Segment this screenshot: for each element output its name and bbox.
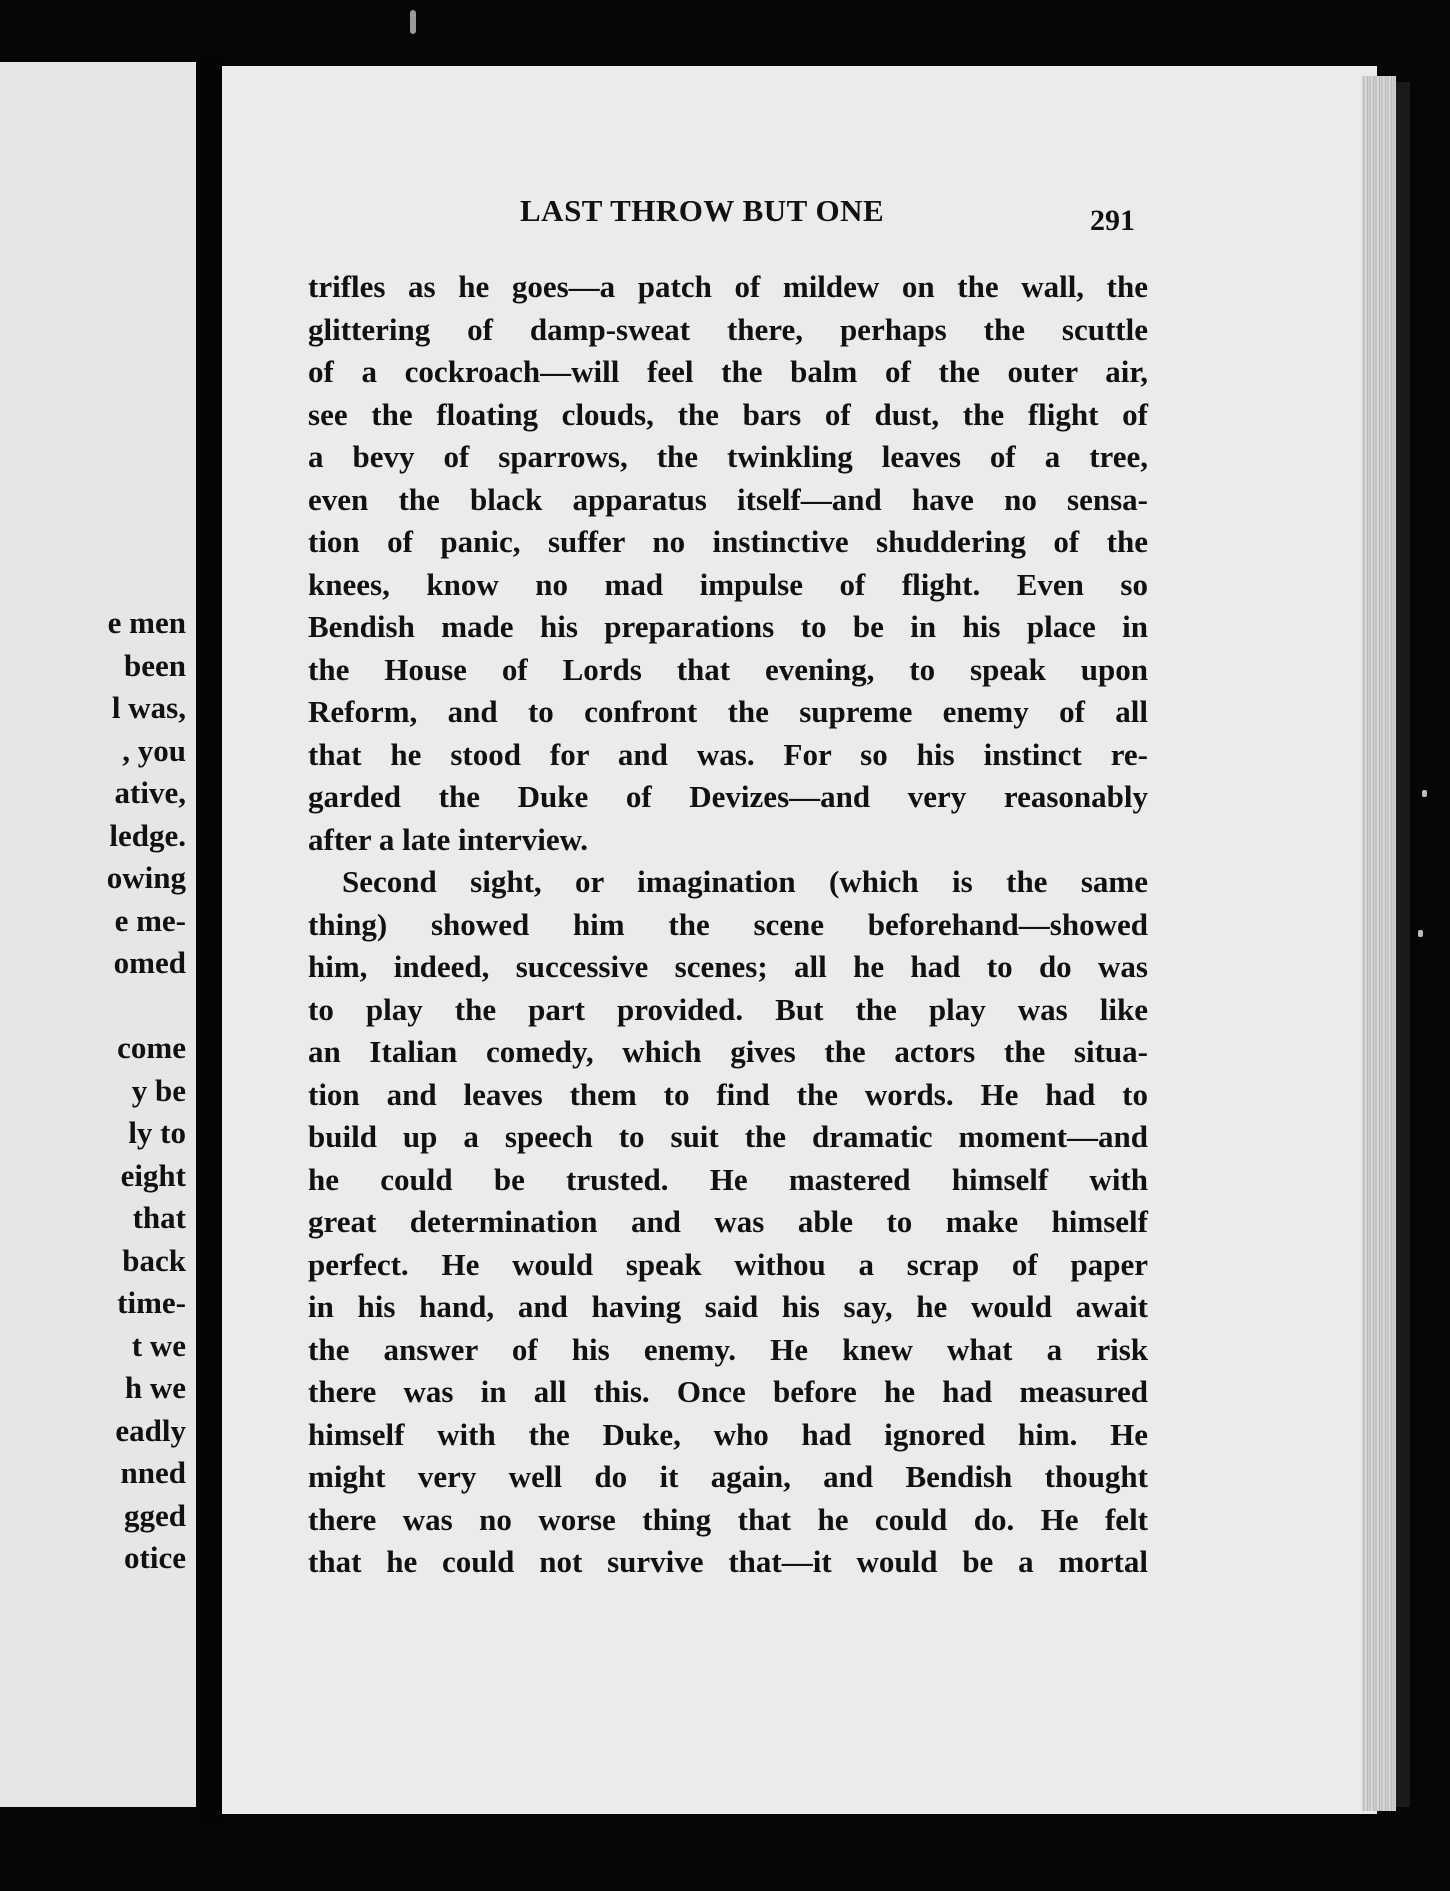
text-line: the House of Lords that evening, to speak upon	[308, 651, 1148, 687]
text-line: the answer of his enemy. He knew what a risk	[308, 1331, 1148, 1367]
left-page-line: been	[124, 647, 186, 683]
left-page-line: ledge.	[109, 817, 186, 853]
text-line: that he could not survive that—it would be a mortal	[308, 1544, 1148, 1579]
left-page-line: omed	[113, 945, 186, 980]
text-line: there was no worse thing that he could do. He felt	[308, 1501, 1148, 1537]
running-head: LAST THROW BUT ONE	[520, 193, 885, 228]
left-page-line: owing	[106, 860, 186, 895]
text-line: build up a speech to suit the dramatic moment—and	[308, 1119, 1148, 1154]
text-line: in his hand, and having said his say, he would await	[308, 1289, 1148, 1324]
paragraph	[308, 266, 1148, 861]
left-page-line: l was,	[111, 690, 186, 725]
text-line: after a late interview.	[308, 821, 589, 857]
binding-gutter	[196, 50, 224, 1830]
page-number: 291	[1090, 204, 1135, 237]
text-line: Reform, and to confront the supreme enemy of all	[308, 694, 1148, 729]
paragraph	[308, 861, 1148, 1584]
left-page-line: eight	[120, 1157, 186, 1193]
page-fore-edge	[1362, 76, 1396, 1811]
left-page-line: gged	[124, 1497, 186, 1533]
left-page-line: otice	[124, 1540, 186, 1575]
left-page-line: come	[117, 1030, 186, 1065]
scan-speck	[1422, 790, 1427, 797]
left-page-line: ly to	[128, 1115, 186, 1150]
left-page-text	[0, 602, 186, 1580]
left-page-line: e me-	[114, 902, 186, 938]
left-page-line: back	[122, 1242, 186, 1278]
text-line: tion of panic, suffer no instinctive shuddering of the	[308, 524, 1148, 559]
body-text	[308, 266, 1148, 1584]
text-line: that he stood for and was. For so his instinct re-	[308, 736, 1148, 772]
text-line: him, indeed, successive scenes; all he had to do was	[308, 949, 1148, 984]
text-line: himself with the Duke, who had ignored him. He	[308, 1416, 1148, 1452]
left-page-line: nned	[120, 1455, 186, 1490]
left-facing-page	[0, 62, 196, 1807]
text-line: Second sight, or imagination (which is the same	[342, 864, 1148, 899]
left-page-line: , you	[122, 732, 186, 768]
scan-speck	[1418, 930, 1423, 937]
left-page-line	[0, 985, 186, 1028]
text-line: of a cockroach—will feel the balm of the outer air,	[308, 354, 1148, 389]
text-line: might very well do it again, and Bendish thought	[308, 1459, 1148, 1494]
text-line: he could be trusted. He mastered himself with	[308, 1161, 1148, 1197]
text-line: glittering of damp-sweat there, perhaps the scuttle	[308, 311, 1148, 347]
text-line: see the floating clouds, the bars of dust, the flight of	[308, 396, 1148, 432]
scan-artifact-mark	[410, 10, 416, 34]
left-page-line: y be	[131, 1072, 186, 1108]
text-line: to play the part provided. But the play was like	[308, 991, 1148, 1027]
text-line: knees, know no mad impulse of flight. Even so	[308, 566, 1148, 602]
text-line: even the black apparatus itself—and have no sensa-	[308, 481, 1148, 517]
left-page-line: time-	[117, 1285, 186, 1320]
fore-edge-shadow	[1396, 82, 1410, 1807]
left-page-line: t we	[131, 1327, 186, 1363]
text-line: a bevy of sparrows, the twinkling leaves of a tree,	[308, 439, 1148, 474]
left-page-line: ative,	[114, 775, 186, 810]
text-line: there was in all this. Once before he had measured	[308, 1374, 1148, 1409]
text-line: great determination and was able to make himself	[308, 1204, 1148, 1239]
text-line: an Italian comedy, which gives the actors the situa-	[308, 1034, 1148, 1069]
text-line: tion and leaves them to find the words. He had to	[308, 1076, 1148, 1112]
left-page-line: h we	[124, 1370, 186, 1405]
text-line: garded the Duke of Devizes—and very reasonably	[308, 779, 1148, 814]
left-page-line: e men	[107, 605, 186, 640]
text-line: perfect. He would speak withou a scrap of paper	[308, 1246, 1148, 1282]
text-line: Bendish made his preparations to be in his place in	[308, 609, 1148, 644]
left-page-line: that	[132, 1200, 186, 1235]
text-line: trifles as he goes—a patch of mildew on the wall, the	[308, 269, 1148, 304]
left-page-line: eadly	[115, 1412, 186, 1448]
text-line: thing) showed him the scene beforehand—showed	[308, 906, 1148, 942]
